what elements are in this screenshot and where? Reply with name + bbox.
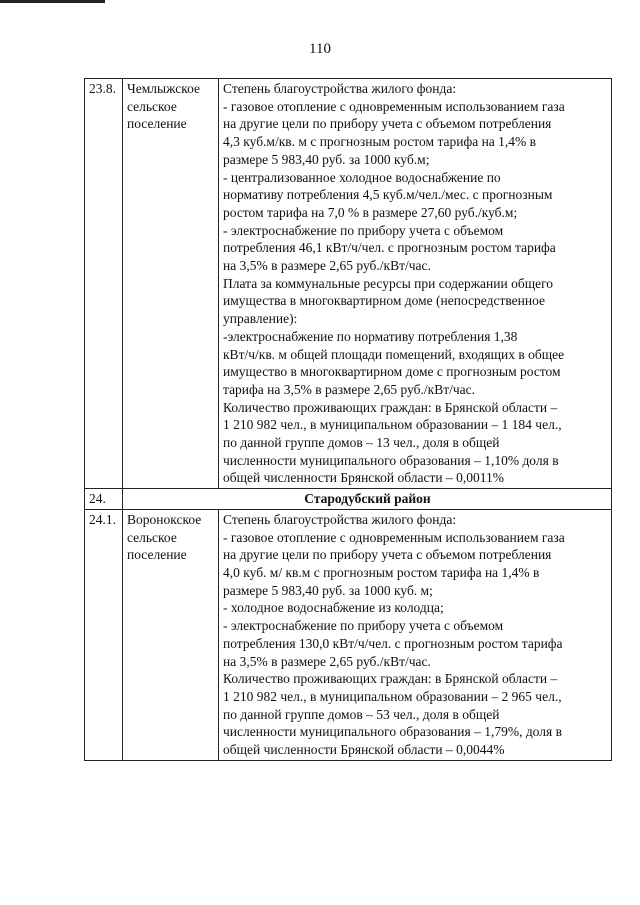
description-line: - электроснабжение по прибору учета с объемом	[223, 618, 504, 634]
settlement-name-line: Чемлыжское	[127, 81, 200, 96]
description-line: - газовое отопление с одновременным использованием газа	[223, 98, 565, 114]
description-line: потребления 46,1 кВт/ч/чел. с прогнозным ростом тарифа	[223, 240, 556, 256]
settlement-name-line: сельское	[127, 529, 177, 545]
table-row	[85, 79, 612, 489]
description-line: тарифа на 3,5% в размере 2,65 руб./кВт/час.	[223, 381, 476, 397]
description-line: размере 5 983,40 руб. за 1000 куб.м;	[223, 151, 430, 167]
description-line: потребления 130,0 кВт/ч/чел. с прогнозным ростом тарифа	[223, 635, 563, 651]
description-line: имущества в многоквартирном доме (непосредственное	[223, 293, 545, 309]
row-number: 23.8.	[85, 79, 123, 489]
top-edge-rule	[0, 0, 105, 3]
description-line: Степень благоустройства жилого фонда:	[223, 81, 457, 96]
description-line: 1 210 982 чел., в муниципальном образовании – 2 965 чел.,	[223, 688, 562, 704]
settlement-name-line: Воронокское	[127, 511, 202, 527]
description-line: на 3,5% в размере 2,65 руб./кВт/час.	[223, 653, 431, 669]
description-line: численности муниципального образования – 1,10% доля в	[223, 452, 559, 468]
district-heading: Стародубский район	[123, 489, 612, 510]
description-line: численности муниципального образования – 1,79%, доля в	[223, 724, 562, 740]
settlement-name	[123, 79, 219, 489]
description-line: управление):	[223, 311, 298, 327]
settlement-name-line: поселение	[127, 116, 187, 132]
description-line: на другие цели по прибору учета с объемом потребления	[223, 547, 552, 563]
settlement-description	[219, 79, 612, 489]
table-row	[85, 489, 612, 510]
description-line: на 3,5% в размере 2,65 руб./кВт/час.	[223, 258, 431, 274]
description-line: Плата за коммунальные ресурсы при содержании общего	[223, 275, 554, 291]
description-line: Степень благоустройства жилого фонда:	[223, 511, 457, 527]
table-row	[85, 509, 612, 760]
row-number: 24.	[85, 489, 123, 510]
description-line: кВт/ч/кв. м общей площади помещений, входящих в общее	[223, 346, 565, 362]
description-line: общей численности Брянской области – 0,0011%	[223, 470, 505, 486]
description-line: - электроснабжение по прибору учета с объемом	[223, 222, 504, 238]
settlement-description	[219, 509, 612, 760]
description-line: по данной группе домов – 53 чел., доля в общей	[223, 706, 500, 722]
settlement-name-line: сельское	[127, 98, 177, 114]
description-line: на другие цели по прибору учета с объемом потребления	[223, 116, 552, 132]
settlement-name	[123, 509, 219, 760]
description-line: Количество проживающих граждан: в Брянской области –	[223, 399, 558, 415]
description-line: 4,0 куб. м/ кв.м с прогнозным ростом тарифа на 1,4% в	[223, 564, 540, 580]
settlement-table	[84, 78, 612, 761]
description-line: -электроснабжение по нормативу потребления 1,38	[223, 328, 518, 344]
description-line: 1 210 982 чел., в муниципальном образовании – 1 184 чел.,	[223, 417, 562, 433]
description-line: 4,3 куб.м/кв. м с прогнозным ростом тарифа на 1,4% в	[223, 134, 537, 150]
page-number: 110	[309, 41, 331, 57]
description-line: Количество проживающих граждан: в Брянской области –	[223, 671, 558, 687]
description-line: - холодное водоснабжение из колодца;	[223, 600, 444, 616]
row-number: 24.1.	[85, 509, 123, 760]
description-line: имущество в многоквартирном доме с прогнозным ростом	[223, 364, 561, 380]
description-line: по данной группе домов – 13 чел., доля в общей	[223, 435, 500, 451]
description-line: - газовое отопление с одновременным использованием газа	[223, 529, 565, 545]
description-line: - централизованное холодное водоснабжение по	[223, 169, 501, 185]
description-line: общей численности Брянской области – 0,0044%	[223, 742, 505, 758]
description-line: нормативу потребления 4,5 куб.м/чел./мес. с прогнозным	[223, 187, 553, 203]
settlement-name-line: поселение	[127, 547, 187, 563]
description-line: размере 5 983,40 руб. за 1000 куб. м;	[223, 582, 433, 598]
description-line: ростом тарифа на 7,0 % в размере 27,60 руб./куб.м;	[223, 204, 518, 220]
